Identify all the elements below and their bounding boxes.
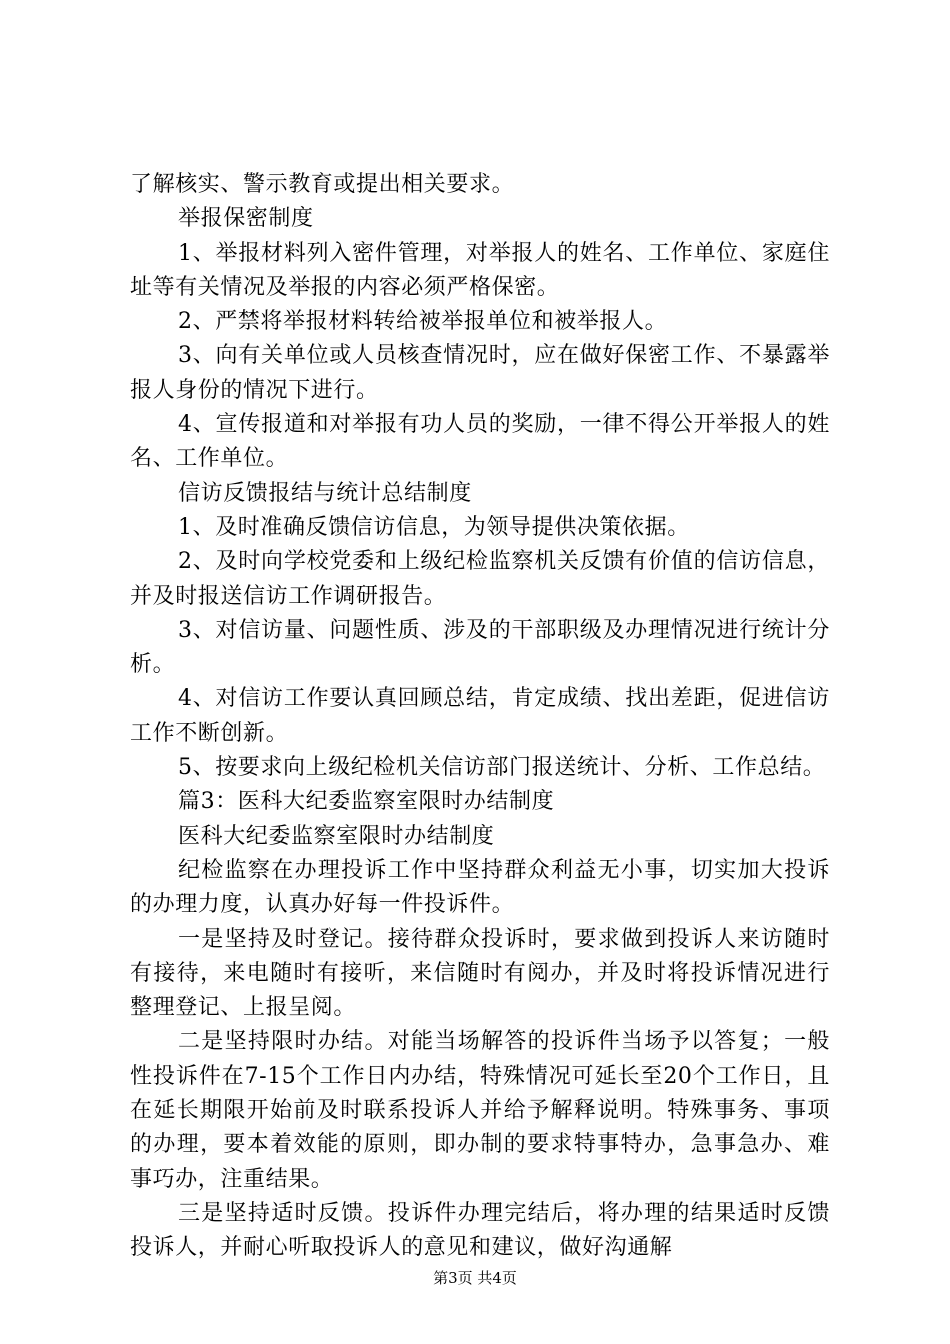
paragraph: 2、严禁将举报材料转给被举报单位和被举报人。: [178, 309, 668, 335]
paragraph: 3、对信访量、问题性质、涉及的干部职级及办理情况进行统计分析。: [130, 617, 830, 678]
paragraph: 4、宣传报道和对举报有功人员的奖励，一律不得公开举报人的姓名、工作单位。: [130, 412, 830, 472]
paragraph: 4、对信访工作要认真回顾总结，肯定成绩、找出差距，促进信访工作不断创新。: [130, 686, 830, 746]
paragraph: 2、及时向学校党委和上级纪检监察机关反馈有价值的信访信息，并及时报送信访工作调研报告。: [130, 549, 830, 609]
paragraph: 一是坚持及时登记。接待群众投诉时，要求做到投诉人来访随时有接待，来电随时有接听，来信随时有阅办，并及时将投诉情况进行整理登记、上报呈阅。: [130, 926, 830, 1021]
paragraph: 举报保密制度: [178, 206, 314, 232]
paragraph: 医科大纪委监察室限时办结制度: [178, 823, 495, 849]
paragraph: 了解核实、警示教育或提出相关要求。: [130, 172, 515, 197]
paragraph: 3、向有关单位或人员核查情况时，应在做好保密工作、不暴露举报人身份的情况下进行。: [130, 343, 830, 403]
paragraph: 5、按要求向上级纪检机关信访部门报送统计、分析、工作总结。: [178, 755, 826, 781]
paragraph: 1、及时准确反馈信访信息，为领导提供决策依据。: [178, 514, 690, 540]
paragraph: 三是坚持适时反馈。投诉件办理完结后，将办理的结果适时反馈投诉人，并耐心听取投诉人的意见和建议，做好沟通解: [130, 1200, 830, 1261]
paragraph: 篇3：医科大纪委监察室限时办结制度: [178, 789, 555, 815]
paragraph: 1、举报材料列入密件管理，对举报人的姓名、工作单位、家庭住址等有关情况及举报的内容必须严格保密。: [130, 240, 830, 300]
paragraph: 信访反馈报结与统计总结制度: [178, 480, 472, 506]
document-body: [130, 168, 830, 1266]
paragraph: 纪检监察在办理投诉工作中坚持群众利益无小事，切实加大投诉的办理力度，认真办好每一件投诉件。: [130, 857, 830, 918]
page-footer: 第3页 共4页: [433, 1269, 517, 1287]
paragraph: 二是坚持限时办结。对能当场解答的投诉件当场予以答复；一般性投诉件在7-15个工作日内办结，特殊情况可延长至20个工作日，且在延长期限开始前及时联系投诉人并给予解释说明。特殊事务、事项的办理，要本着效能的原则，即办制的要求特事特办，急事急办、难事巧办，注重结果。: [130, 1029, 830, 1192]
